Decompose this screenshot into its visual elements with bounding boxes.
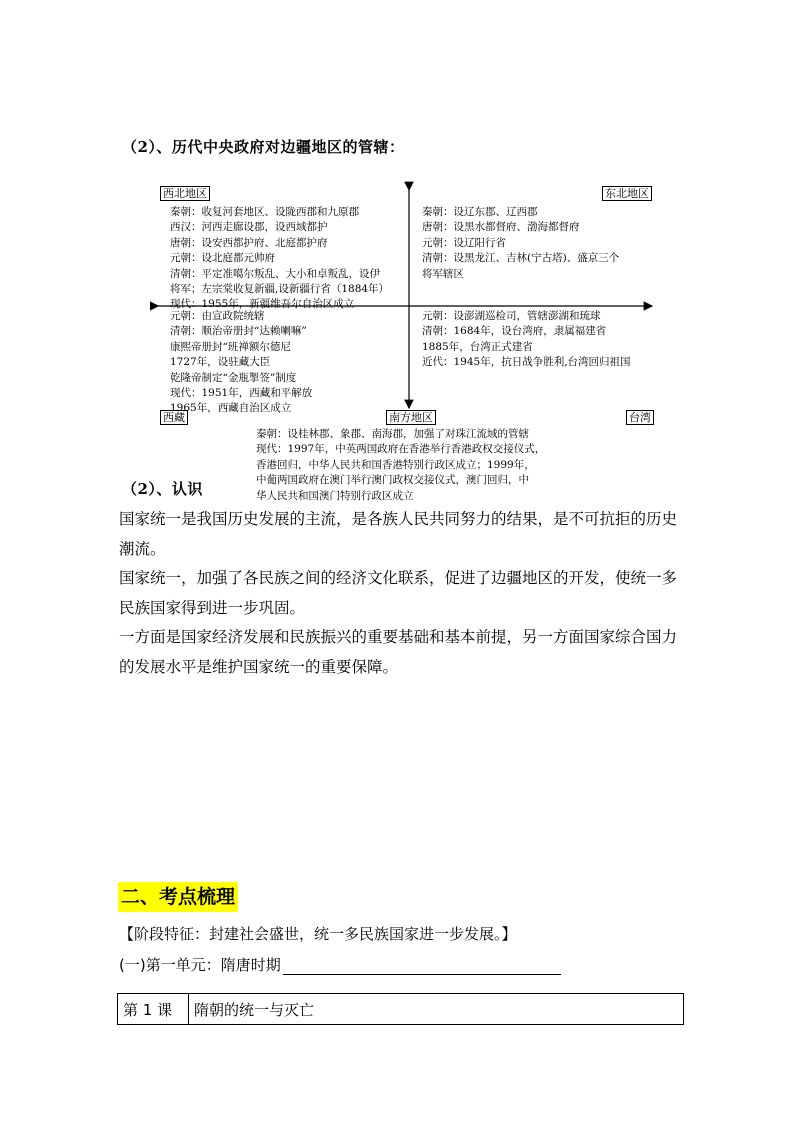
south-line: 现代：1997年，中英两国政府在香港举行香港政权交接仪式， — [256, 443, 546, 456]
northeast-line: 将军辖区 — [422, 267, 464, 280]
tibet-line: 清朝：顺治帝册封“达赖喇嘛” — [170, 325, 307, 338]
paragraph: 国家统一，加强了各民族之间的经济文化联系，促进了边疆地区的开发，使统一多民族国家得到进一步巩固。 — [119, 569, 678, 617]
label-tibet: 西藏 — [160, 410, 188, 425]
tibet-line: 1965年，西藏自治区成立 — [170, 402, 292, 415]
label-taiwan: 台湾 — [626, 410, 654, 425]
south-line: 秦朝：设桂林郡、象郡、南海郡，加强了对珠江流域的管辖 — [256, 428, 529, 440]
label-northeast: 东北地区 — [602, 186, 652, 201]
northwest-line: 清朝：平定准噶尔叛乱、大小和卓叛乱，设伊 — [170, 267, 380, 280]
south-line: 华人民共和国澳门特别行政区成立 — [256, 489, 414, 502]
taiwan-line: 1885年，台湾正式建省 — [422, 340, 533, 353]
tibet-line: 乾隆帝制定“金瓶掣签”制度 — [170, 371, 297, 384]
unit-line — [119, 955, 561, 975]
section-title-exam-points: 二、考点梳理 — [118, 882, 238, 912]
lesson-number-cell: 第 1 课 — [118, 994, 189, 1025]
taiwan-line: 元朝：设澎湖巡检司，管辖澎湖和琉球 — [422, 310, 601, 322]
lesson-title-cell: 隋朝的统一与灭亡 — [189, 994, 684, 1025]
northeast-line: 唐朝：设黑水都督府、渤海都督府 — [422, 221, 580, 234]
taiwan-line: 近代：1945年，抗日战争胜利,台湾回归祖国 — [422, 356, 631, 369]
northwest-text — [170, 205, 389, 313]
northwest-line: 将军；左宗棠收复新疆,设新疆行省（1884年） — [170, 282, 390, 295]
tibet-line: 康熙帝册封“班禅额尔德尼 — [170, 340, 291, 353]
understanding-paragraphs — [119, 505, 689, 682]
northeast-line: 元朝：设辽阳行省 — [422, 236, 506, 249]
tibet-text — [170, 309, 312, 417]
northwest-line: 秦朝：收复河套地区、设陇西郡和九原郡 — [170, 206, 359, 218]
label-northwest: 西北地区 — [160, 186, 210, 201]
northeast-text — [422, 205, 619, 282]
tibet-line: 现代：1951年，西藏和平解放 — [170, 386, 313, 399]
tibet-line: 元朝：由宣政院统辖 — [170, 310, 265, 322]
section-heading-understanding: （2）、认识 — [122, 480, 203, 498]
northeast-line: 清朝：设黑龙江、吉林(宁古塔)、盛京三个 — [422, 252, 620, 265]
section-heading-administration: （2）、历代中央政府对边疆地区的管辖： — [122, 138, 405, 156]
stage-feature: 【阶段特征：封建社会盛世，统一多民族国家进一步发展。】 — [119, 925, 517, 943]
northwest-line: 元朝：设北庭都元帅府 — [170, 252, 275, 265]
northwest-line: 唐朝：设安西都护府、北庭都护府 — [170, 236, 328, 249]
northwest-line: 西汉：河西走廊设郡，设西域都护 — [170, 221, 328, 234]
paragraph: 一方面是国家经济发展和民族振兴的重要基础和基本前提，另一方面国家综合国力的发展水平是维护国家统一的重要保障。 — [119, 628, 678, 676]
border-administration-diagram — [150, 180, 660, 502]
lesson-table — [117, 993, 684, 1025]
label-south: 南方地区 — [386, 410, 436, 425]
south-text — [256, 427, 545, 504]
paragraph: 国家统一是我国历史发展的主流，是各族人民共同努力的结果，是不可抗拒的历史潮流。 — [119, 510, 678, 558]
tibet-line: 1727年，设驻藏大臣 — [170, 356, 271, 369]
northwest-line: 现代：1955年，新疆维吾尔自治区成立 — [170, 298, 355, 311]
south-line: 香港回归，中华人民共和国香港特别行政区成立；1999年， — [256, 458, 535, 471]
table-row — [118, 994, 684, 1025]
unit-title: (一)第一单元：隋唐时期 — [119, 956, 281, 974]
taiwan-line: 清朝：1684年，设台湾府，隶属福建省 — [422, 325, 607, 338]
south-line: 中葡两国政府在澳门举行澳门政权交接仪式，澳门回归，中 — [256, 474, 529, 487]
fill-in-blank[interactable] — [283, 958, 561, 975]
taiwan-text — [422, 309, 631, 371]
northeast-line: 秦朝：设辽东郡、辽西郡 — [422, 206, 538, 218]
